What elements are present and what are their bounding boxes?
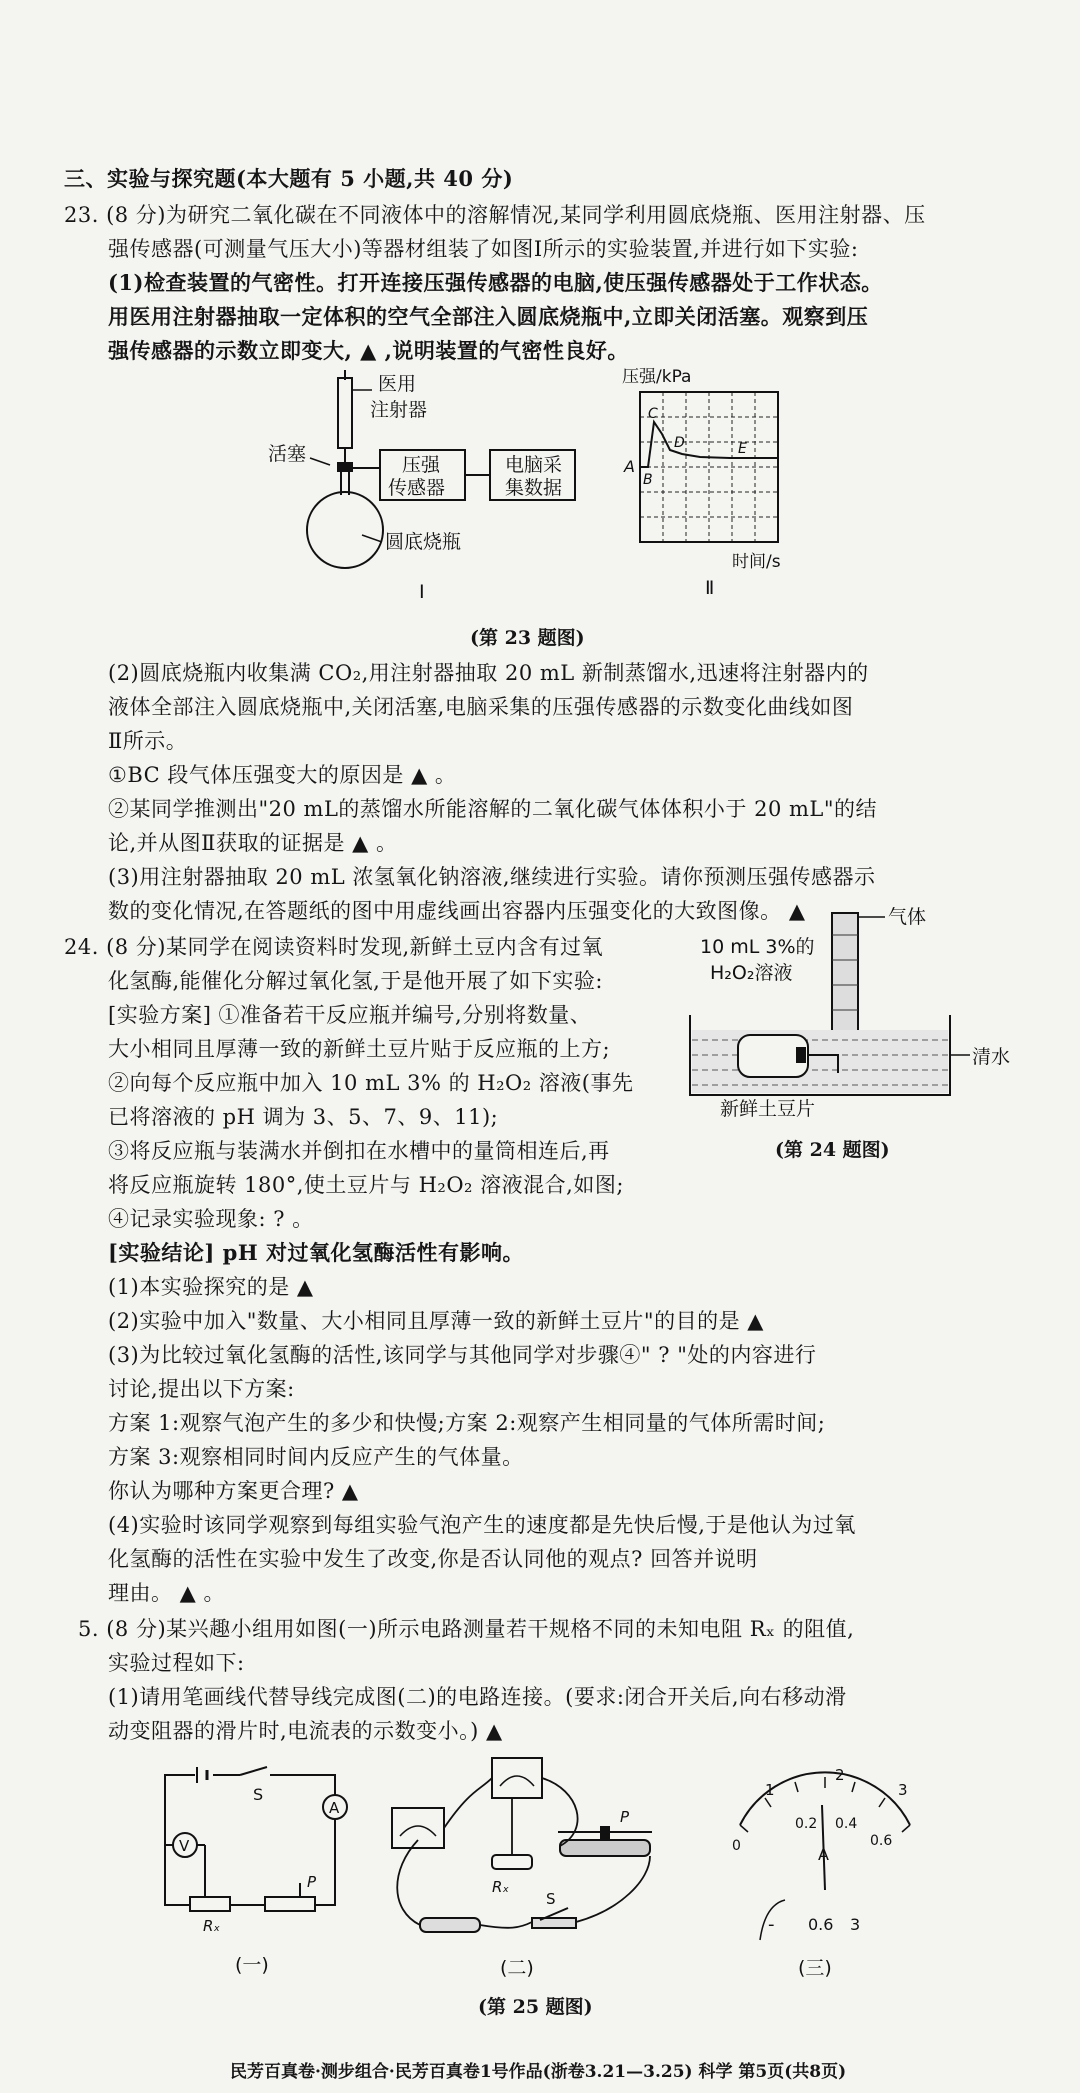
resistor-rx-label: Rₓ (203, 1917, 221, 1935)
solution-label: 10 mL 3%的 (700, 936, 815, 958)
q24-line: 方案 1:观察气泡产生的多少和快慢;方案 2:观察产生相同量的气体所需时间; (108, 1411, 826, 1435)
q23-line: 用医用注射器抽取一定体积的空气全部注入圆底烧瓶中,立即关闭活塞。观察到压 (108, 304, 869, 329)
sensor-label-2: 传感器 (388, 477, 446, 499)
valve-label: 活塞 (268, 443, 307, 465)
q23-line: (3)用注射器抽取 20 mL 浓氢氧化钠溶液,继续进行实验。请你预测压强传感器示 (108, 865, 876, 889)
flask-label: 圆底烧瓶 (385, 531, 462, 553)
sensor-label: 压强 (402, 454, 441, 476)
q24-line: 大小相同且厚薄一致的新鲜土豆片贴于反应瓶的上方; (108, 1037, 611, 1061)
terminal-3: 3 (850, 1915, 861, 1934)
q24-line: (1)本实验探究的是 ▲ (108, 1275, 314, 1299)
q24-line: ②向每个反应瓶中加入 10 mL 3% 的 H₂O₂ 溶液(事先 (108, 1071, 634, 1095)
q24-line: (4)实验时该同学观察到每组实验气泡产生的速度都是先快后慢,于是他认为过氧 (108, 1513, 856, 1537)
q25-line: 5. (8 分)某兴趣小组用如图(一)所示电路测量若干规格不同的未知电阻 Rₓ 的阻值, (78, 1617, 855, 1641)
physical-s-label: S (546, 1890, 556, 1908)
gas-label: 气体 (888, 906, 927, 928)
potato-label: 新鲜土豆片 (720, 1098, 816, 1120)
q24-line: [实验方案] ①准备若干反应瓶并编号,分别将数量、 (108, 1003, 592, 1027)
pc-label: 电脑采 (505, 454, 563, 476)
q25-caption: (第 25 题图) (478, 1996, 593, 2018)
fig-label-3: (三) (798, 1957, 832, 1979)
q25-ammeter-dial (710, 1750, 940, 1980)
q24-line: ③将反应瓶与装满水并倒扣在水槽中的量筒相连后,再 (108, 1139, 610, 1163)
syringe-label: 医用 (378, 373, 417, 395)
q23-caption: (第 23 题图) (470, 627, 585, 649)
dial-tick-2: 2 (835, 1766, 845, 1784)
point-a: A (624, 457, 635, 476)
syringe-label-2: 注射器 (370, 399, 428, 421)
solution-label-2: H₂O₂溶液 (710, 962, 793, 984)
fig-label-I: I (419, 581, 425, 603)
q24-caption: (第 24 题图) (775, 1139, 890, 1161)
dial-tick-0: 0 (732, 1838, 741, 1854)
slider-p-label: P (307, 1873, 317, 1891)
pc-label-2: 集数据 (505, 477, 563, 499)
q23-line: (2)圆底烧瓶内收集满 CO₂,用注射器抽取 20 mL 新制蒸馏水,迅速将注射器内的 (108, 661, 869, 685)
q23-line: ②某同学推测出"20 mL的蒸馏水所能溶解的二氧化碳气体体积小于 20 mL"的结 (108, 797, 878, 821)
q23-line: 23. (8 分)为研究二氧化碳在不同液体中的溶解情况,某同学利用圆底烧瓶、医用注射器、压 (64, 203, 926, 227)
q23-line: 强传感器(可测量气压大小)等器材组装了如图I所示的实验装置,并进行如下实验: (108, 237, 859, 261)
q23-line: ①BC 段气体压强变大的原因是 ▲ 。 (108, 763, 457, 787)
graph-ylabel: 压强/kPa (622, 367, 692, 387)
fig-label-2: (二) (500, 1957, 534, 1979)
q24-line: ④记录实验现象: ? 。 (108, 1207, 314, 1231)
graph-xlabel: 时间/s (732, 552, 781, 572)
q24-line: 理由。 ▲ 。 (108, 1581, 226, 1605)
section-title: 三、实验与探究题(本大题有 5 小题,共 40 分) (64, 166, 514, 191)
q23-line: 论,并从图Ⅱ获取的证据是 ▲ 。 (108, 831, 398, 855)
terminal-06: 0.6 (808, 1915, 834, 1934)
fig-label-1: (一) (235, 1954, 269, 1976)
q23-line: 数的变化情况,在答题纸的图中用虚线画出容器内压强变化的大致图像。 ▲ (108, 899, 806, 923)
voltmeter-label: V (179, 1837, 190, 1855)
terminal-minus: - (768, 1914, 775, 1935)
fig-label-II: Ⅱ (705, 577, 715, 599)
point-c: C (648, 406, 658, 422)
physical-rx-label: Rₓ (492, 1878, 510, 1896)
q23-apparatus-figure (268, 370, 600, 605)
q23-line: 强传感器的示数立即变大, ▲ ,说明装置的气密性良好。 (108, 338, 629, 363)
dial-tick-1: 1 (765, 1781, 775, 1799)
q23-line: Ⅱ所示。 (108, 729, 188, 753)
q24-line: 你认为哪种方案更合理? ▲ (108, 1479, 359, 1503)
point-e: E (738, 441, 747, 457)
q23-line: (1)检查装置的气密性。打开连接压强传感器的电脑,使压强传感器处于工作状态。 (108, 270, 883, 295)
q25-line: 实验过程如下: (108, 1651, 245, 1675)
q25-physical-circuit (380, 1750, 690, 1980)
q24-line: 讨论,提出以下方案: (108, 1377, 295, 1401)
q24-line: 化氢酶,能催化分解过氧化氢,于是他开展了如下实验: (108, 969, 603, 993)
dial-unit: A (818, 1845, 829, 1864)
q24-line: 将反应瓶旋转 180°,使土豆片与 H₂O₂ 溶液混合,如图; (108, 1173, 624, 1197)
q24-line: 化氢酶的活性在实验中发生了改变,你是否认同他的观点? 回答并说明 (108, 1547, 758, 1571)
ammeter-label: A (329, 1799, 340, 1817)
point-b: B (643, 472, 653, 488)
q24-line: 已将溶液的 pH 调为 3、5、7、9、11); (108, 1105, 499, 1129)
q25-line: 动变阻器的滑片时,电流表的示数变小。) ▲ (108, 1719, 503, 1743)
page-footer: 民芳百真卷·测步组合·民芳百真卷1号作品(浙卷3.21—3.25) 科学 第5页(共8页) (230, 2062, 847, 2082)
q24-line: 方案 3:观察相同时间内反应产生的气体量。 (108, 1445, 524, 1469)
physical-p-label: P (620, 1808, 630, 1826)
dial-tick-06: 0.6 (870, 1833, 893, 1849)
circuit-switch-label: S (253, 1785, 264, 1804)
q25-line: (1)请用笔画线代替导线完成图(二)的电路连接。(要求:闭合开关后,向右移动滑 (108, 1685, 847, 1709)
dial-tick-04: 0.4 (835, 1816, 858, 1832)
q23-pressure-graph (610, 362, 810, 602)
q24-apparatus-figure (680, 905, 1060, 1120)
dial-tick-3: 3 (898, 1781, 908, 1799)
q24-line: 24. (8 分)某同学在阅读资料时发现,新鲜土豆内含有过氧 (64, 935, 604, 959)
water-label: 清水 (972, 1046, 1011, 1068)
q23-line: 液体全部注入圆底烧瓶中,关闭活塞,电脑采集的压强传感器的示数变化曲线如图 (108, 695, 854, 719)
q24-line: (3)为比较过氧化氢酶的活性,该同学与其他同学对步骤④" ? "处的内容进行 (108, 1343, 817, 1367)
dial-tick-02: 0.2 (795, 1816, 818, 1832)
point-d: D (674, 435, 685, 451)
q24-line: (2)实验中加入"数量、大小相同且厚薄一致的新鲜土豆片"的目的是 ▲ (108, 1309, 764, 1333)
q25-circuit-diagram (145, 1765, 360, 1980)
q24-line: [实验结论] pH 对过氧化氢酶活性有影响。 (108, 1240, 525, 1265)
